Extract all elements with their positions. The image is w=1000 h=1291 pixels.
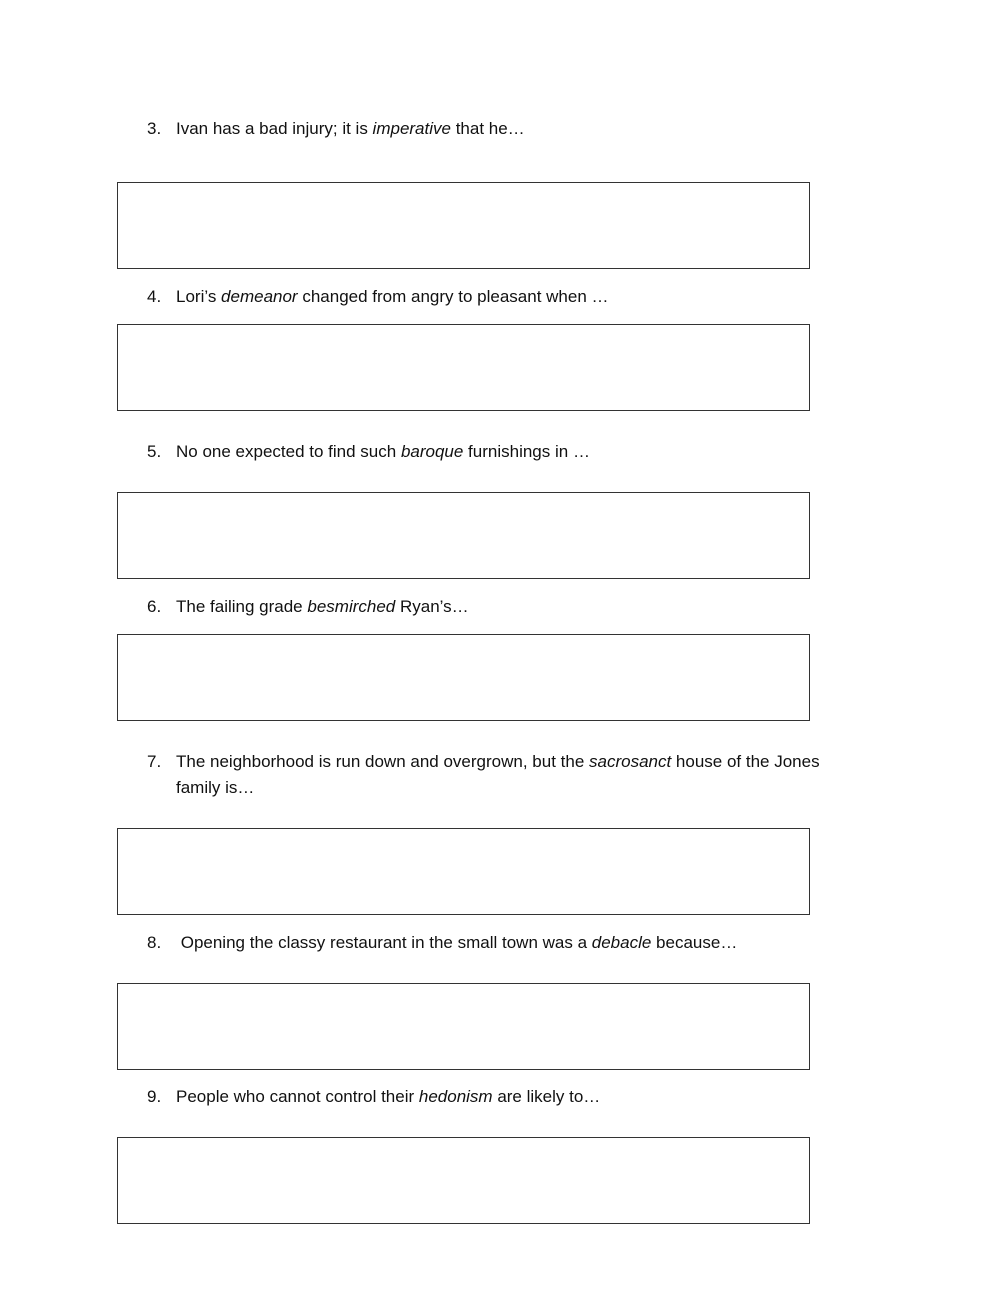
vocab-term: besmirched [307, 597, 396, 616]
vocab-term: hedonism [418, 1087, 493, 1106]
question-text: Opening the classy restaurant in the small town was a debacle because… [176, 933, 738, 952]
answer-box-9[interactable] [117, 1137, 810, 1224]
answer-box-3[interactable] [117, 182, 810, 269]
question-text: People who cannot control their hedonism are likely to… [176, 1087, 601, 1106]
question-text: The neighborhood is run down and overgrown, but the sacrosanct house of the Jones [176, 752, 820, 771]
answer-box-8[interactable] [117, 983, 810, 1070]
answer-box-5[interactable] [117, 492, 810, 579]
vocab-term: sacrosanct [589, 752, 672, 771]
question-number: 4. [147, 287, 162, 306]
vocab-term: baroque [400, 442, 464, 461]
question-text: Ivan has a bad injury; it is imperative that he… [176, 119, 525, 138]
question-number: 3. [147, 119, 162, 138]
question-number: 6. [147, 597, 162, 616]
question-text: No one expected to find such baroque furnishings in … [176, 442, 590, 461]
question-number: 9. [147, 1087, 162, 1106]
vocab-term: imperative [372, 119, 451, 138]
answer-box-4[interactable] [117, 324, 810, 411]
question-text: Lori’s demeanor changed from angry to pleasant when … [176, 287, 609, 306]
question-number: 8. [147, 933, 162, 952]
answer-box-7[interactable] [117, 828, 810, 915]
vocab-term: demeanor [221, 287, 298, 306]
vocab-term: debacle [591, 933, 652, 952]
question-number: 5. [147, 442, 162, 461]
question-text-line2: family is… [176, 778, 255, 797]
question-text: The failing grade besmirched Ryan’s… [176, 597, 469, 616]
answer-box-6[interactable] [117, 634, 810, 721]
question-number: 7. [147, 752, 162, 771]
